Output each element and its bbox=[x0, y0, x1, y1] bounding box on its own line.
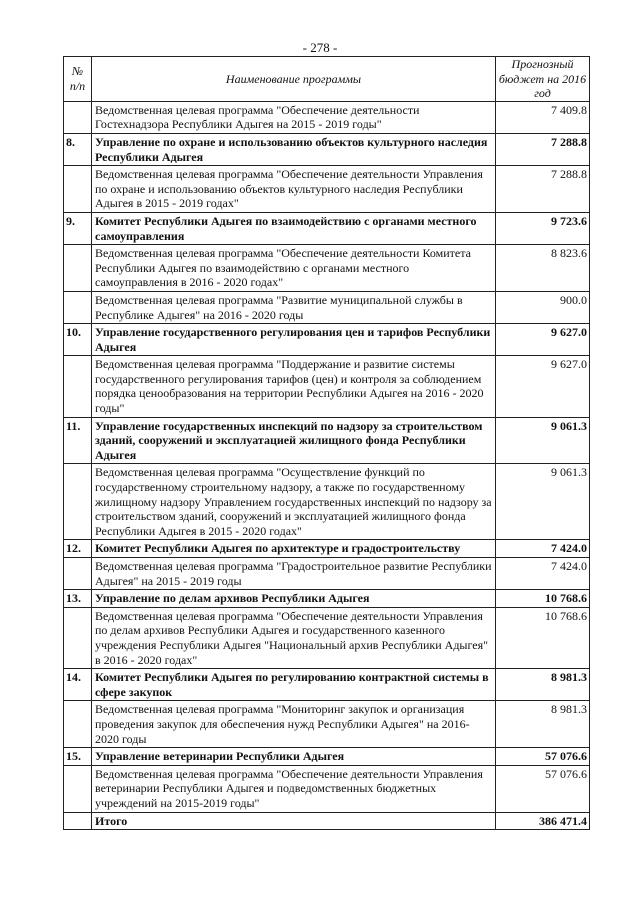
budget-value: 7 288.8 bbox=[496, 166, 590, 213]
budget-value: 7 424.0 bbox=[496, 558, 590, 590]
row-number bbox=[64, 356, 92, 417]
budget-value: 7 409.8 bbox=[496, 101, 590, 133]
row-number bbox=[64, 291, 92, 323]
budget-value: 9 627.0 bbox=[496, 356, 590, 417]
budget-value: 8 823.6 bbox=[496, 245, 590, 292]
row-number bbox=[64, 558, 92, 590]
budget-value: 7 424.0 bbox=[496, 540, 590, 558]
page-number: - 278 - bbox=[302, 40, 338, 55]
program-name: Ведомственная целевая программа "Обеспечение деятельности Управления ветеринарии Республики Адыгея и подведомственных бюджетных учреждений на 2015-2019 годы" bbox=[92, 765, 496, 812]
section-row bbox=[64, 748, 590, 766]
row-number bbox=[64, 701, 92, 748]
program-row bbox=[64, 245, 590, 292]
total-number-cell bbox=[64, 812, 92, 830]
program-row bbox=[64, 101, 590, 133]
row-number: 11. bbox=[64, 417, 92, 464]
row-number: 15. bbox=[64, 748, 92, 766]
table-body bbox=[64, 101, 590, 812]
program-name: Ведомственная целевая программа "Обеспечение деятельности Управления по делам архивов Республики Адыгея и государственного казенного учреждения Республики Адыгея "Национальный архив Республики Адыгея" в 2016 - 2020 годах" bbox=[92, 607, 496, 668]
budget-value: 10 768.6 bbox=[496, 590, 590, 608]
program-row bbox=[64, 291, 590, 323]
section-row bbox=[64, 540, 590, 558]
section-row bbox=[64, 590, 590, 608]
table-header-row bbox=[64, 57, 590, 102]
section-name: Комитет Республики Адыгея по регулированию контрактной системы в сфере закупок bbox=[92, 669, 496, 701]
section-row bbox=[64, 324, 590, 356]
row-number: 13. bbox=[64, 590, 92, 608]
section-row bbox=[64, 133, 590, 165]
row-number: 10. bbox=[64, 324, 92, 356]
program-row bbox=[64, 765, 590, 812]
row-number bbox=[64, 464, 92, 540]
program-name: Ведомственная целевая программа "Обеспечение деятельности Комитета Республики Адыгея по взаимодействию с органами местного самоуправления в 2016 - 2020 годах" bbox=[92, 245, 496, 292]
section-row bbox=[64, 212, 590, 244]
total-row bbox=[64, 812, 590, 830]
row-number bbox=[64, 245, 92, 292]
budget-value: 8 981.3 bbox=[496, 669, 590, 701]
budget-value: 57 076.6 bbox=[496, 765, 590, 812]
program-row bbox=[64, 558, 590, 590]
budget-value: 9 061.3 bbox=[496, 417, 590, 464]
section-row bbox=[64, 417, 590, 464]
budget-value: 900.0 bbox=[496, 291, 590, 323]
row-number bbox=[64, 101, 92, 133]
row-number: 8. bbox=[64, 133, 92, 165]
section-name: Комитет Республики Адыгея по архитектуре и градостроительству bbox=[92, 540, 496, 558]
program-row bbox=[64, 607, 590, 668]
program-row bbox=[64, 464, 590, 540]
row-number: 9. bbox=[64, 212, 92, 244]
section-name: Управление государственных инспекций по надзору за строительством зданий, сооружений и эксплуатацией жилищного фонда Республики Адыгея bbox=[92, 417, 496, 464]
budget-value: 9 061.3 bbox=[496, 464, 590, 540]
program-name: Ведомственная целевая программа "Обеспечение деятельности Управления по охране и использованию объектов культурного наследия Республики Адыгея в 2015 - 2019 годах" bbox=[92, 166, 496, 213]
section-name: Управление по охране и использованию объектов культурного наследия Республики Адыгея bbox=[92, 133, 496, 165]
program-name: Ведомственная целевая программа "Мониторинг закупок и организация проведения закупок для обеспечения нужд Республики Адыгея" на 2016-2020 годы bbox=[92, 701, 496, 748]
row-number bbox=[64, 166, 92, 213]
program-name: Ведомственная целевая программа "Осуществление функций по государственному строительному надзору, а также по государственному жилищному надзору Управлением государственных инспекций по надзору за строительством зданий, сооружений и эксплуатацией жилищного фонда Республики Адыгея в 2015 - 2020 годах" bbox=[92, 464, 496, 540]
header-budget: Прогнозный бюджет на 2016 год bbox=[496, 57, 590, 102]
program-name: Ведомственная целевая программа "Градостроительное развитие Республики Адыгея" на 2015 - 2019 годы bbox=[92, 558, 496, 590]
budget-value: 8 981.3 bbox=[496, 701, 590, 748]
budget-value: 10 768.6 bbox=[496, 607, 590, 668]
program-name: Ведомственная целевая программа "Поддержание и развитие системы государственного регулирования тарифов (цен) и контроля за соблюдением порядка ценообразования на территории Республики Адыгея на 2016 - 2020 годы" bbox=[92, 356, 496, 417]
section-name: Управление государственного регулирования цен и тарифов Республики Адыгея bbox=[92, 324, 496, 356]
section-name: Управление ветеринарии Республики Адыгея bbox=[92, 748, 496, 766]
program-row bbox=[64, 356, 590, 417]
budget-value: 57 076.6 bbox=[496, 748, 590, 766]
row-number bbox=[64, 765, 92, 812]
program-name: Ведомственная целевая программа "Развитие муниципальной службы в Республике Адыгея" на 2016 - 2020 годы bbox=[92, 291, 496, 323]
row-number: 14. bbox=[64, 669, 92, 701]
budget-value: 7 288.8 bbox=[496, 133, 590, 165]
section-name: Комитет Республики Адыгея по взаимодействию с органами местного самоуправления bbox=[92, 212, 496, 244]
section-name: Управление по делам архивов Республики Адыгея bbox=[92, 590, 496, 608]
row-number: 12. bbox=[64, 540, 92, 558]
program-row bbox=[64, 701, 590, 748]
program-name: Ведомственная целевая программа "Обеспечение деятельности Гостехнадзора Республики Адыгея на 2015 - 2019 годы" bbox=[92, 101, 496, 133]
section-row bbox=[64, 669, 590, 701]
total-value: 386 471.4 bbox=[496, 812, 590, 830]
total-label: Итого bbox=[92, 812, 496, 830]
budget-value: 9 627.0 bbox=[496, 324, 590, 356]
budget-value: 9 723.6 bbox=[496, 212, 590, 244]
header-program-name: Наименование программы bbox=[92, 57, 496, 102]
header-number: № п/п bbox=[64, 57, 92, 102]
program-row bbox=[64, 166, 590, 213]
budget-table bbox=[63, 56, 590, 830]
row-number bbox=[64, 607, 92, 668]
